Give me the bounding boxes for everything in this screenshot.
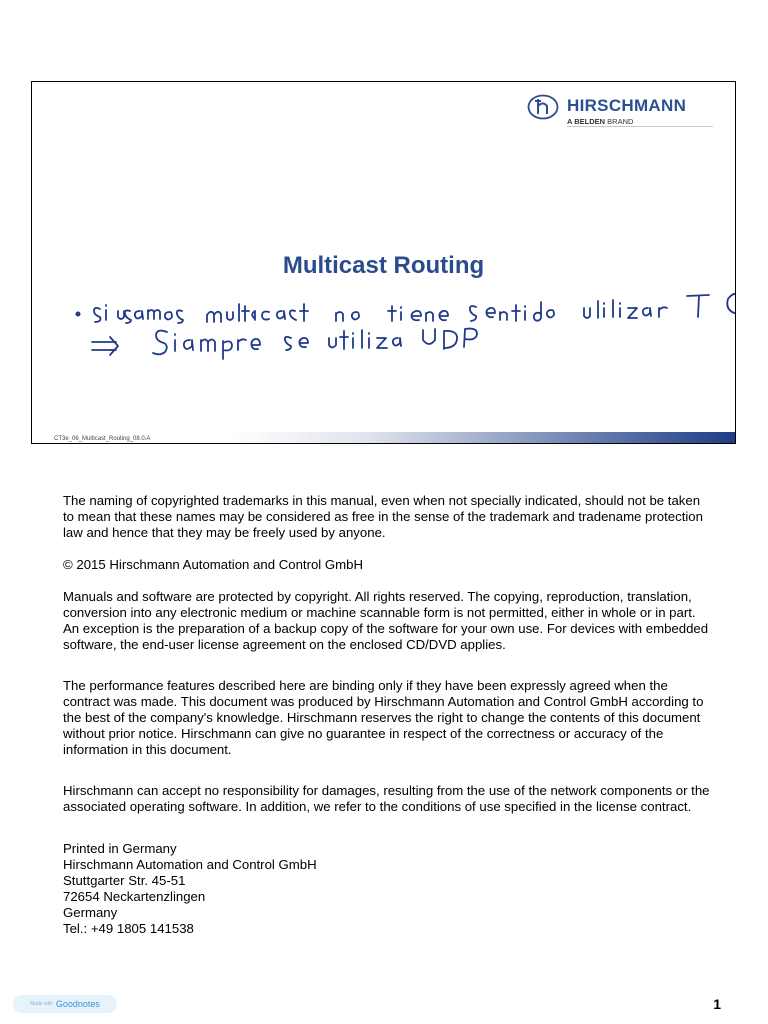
slide-footer-code: CT3e_06_Multicast_Routing_08.0.A: [54, 436, 151, 442]
performance-paragraph: The performance features described here are binding only if they have been expressly agreed when the contract was made. This document was produced by Hirschmann Automation and Control GmbH according to the best of the company's knowledge. Hirschmann reserves the right to change the contents of this document without prior notice. Hirschmann can give no guarantee in respect of the correctness or accuracy of the information in this document.: [63, 678, 704, 757]
handwritten-line-1: [76, 293, 735, 323]
slide-frame: [31, 81, 736, 444]
trademark-paragraph: The naming of copyrighted trademarks in this manual, even when not specially indicated, should not be taken to mean that these names may be considered as free in the sense of the trademark and tradename protection law and hence that they may be freely used by anyone.: [63, 493, 703, 540]
handwritten-annotation: [32, 82, 735, 443]
slide-title: Multicast Routing: [282, 252, 485, 279]
goodnotes-badge-brand: Goodnotes: [55, 999, 100, 1009]
address-line: 72654 Neckartenzlingen: [63, 889, 206, 904]
document-text: [63, 493, 713, 937]
address-line: Tel.: +49 1805 141538: [63, 921, 194, 936]
logo-tagline: A BELDEN BRAND: [567, 117, 634, 126]
copyright-paragraph: Manuals and software are protected by copyright. All rights reserved. The copying, reproduction, translation, conversion into any electronic medium or machine scannable form is not permitted, either in whole or in part. An exception is the preparation of a backup copy of the software for your own use. For devices with embedded software, the end-user license agreement on the enclosed CD/DVD applies.: [63, 589, 709, 652]
address-line: Germany: [63, 905, 118, 920]
address-line: Printed in Germany: [63, 841, 177, 856]
liability-paragraph: Hirschmann can accept no responsibility for damages, resulting from the use of the network components or the associated operating software. In addition, we refer to the conditions of use specified in the license contract.: [63, 783, 710, 814]
address-line: Stuttgarter Str. 45-51: [63, 873, 186, 888]
logo-brand-name: HIRSCHMANN: [567, 96, 687, 115]
page-number: 1: [713, 996, 721, 1012]
copyright-line: © 2015 Hirschmann Automation and Control GmbH: [63, 557, 363, 572]
goodnotes-badge[interactable]: [13, 995, 117, 1013]
address-line: Hirschmann Automation and Control GmbH: [63, 857, 317, 872]
goodnotes-badge-prefix: Made with: [30, 1001, 53, 1007]
